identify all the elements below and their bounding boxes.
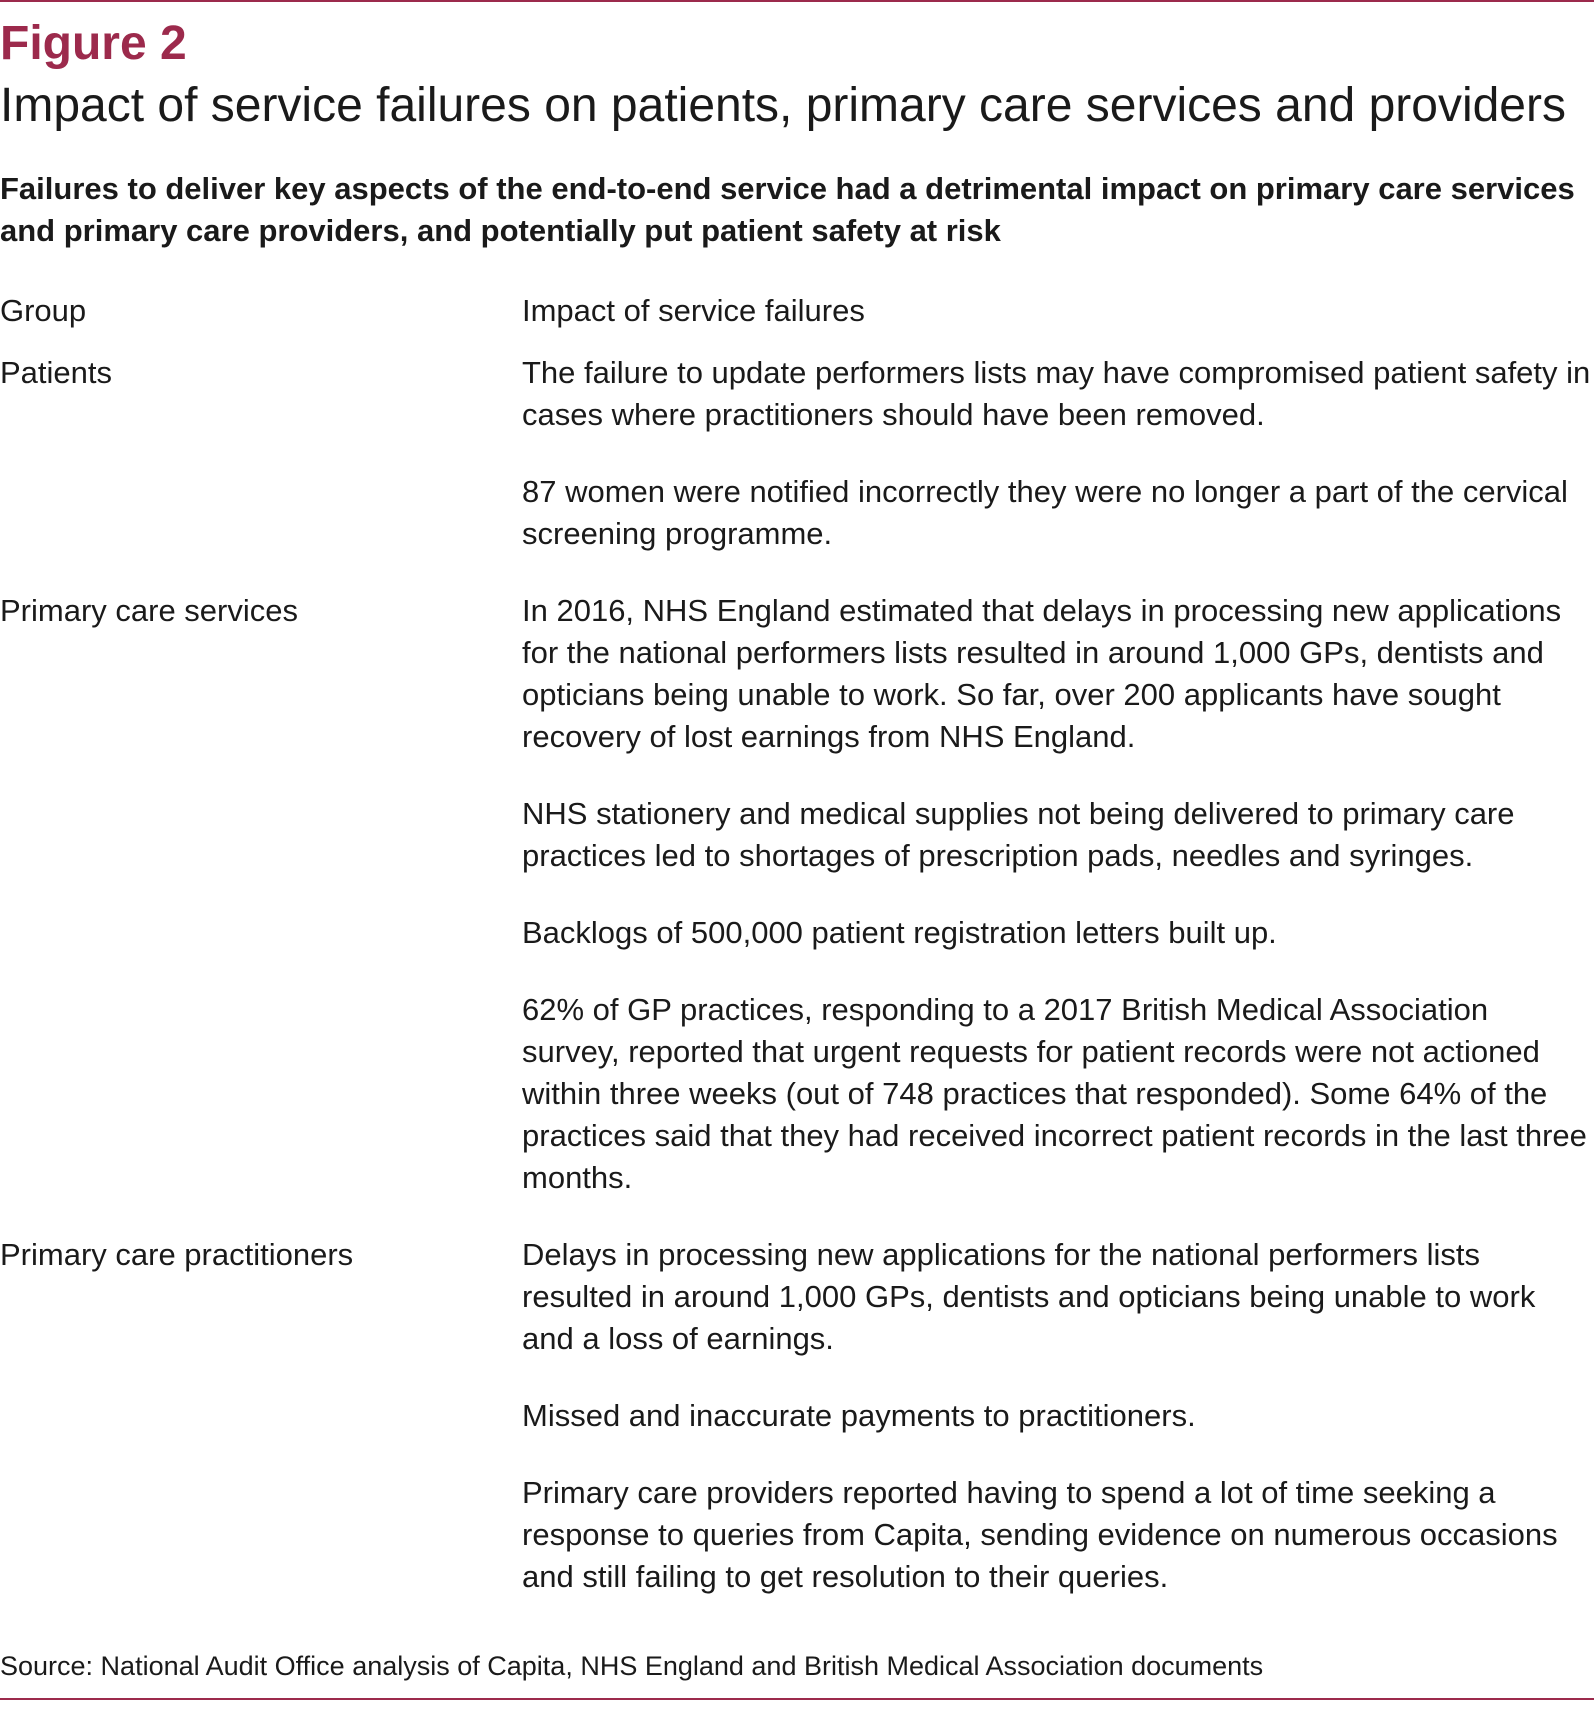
impact-paragraph: 87 women were notified incorrectly they were no longer a part of the cervical screening programme. [522, 474, 1568, 551]
impact-paragraph: Primary care providers reported having to spend a lot of time seeking a response to queries from Capita, sending evidence on numerous occasions and still failing to get resolution to their queries. [522, 1475, 1558, 1594]
impact-paragraph: NHS stationery and medical supplies not being delivered to primary care practices led to shortages of prescription pads, needles and syringes. [522, 796, 1515, 873]
bottom-rule [0, 1698, 1594, 1700]
impact-paragraph: In 2016, NHS England estimated that delays in processing new applications for the national performers lists resulted in around 1,000 GPs, dentists and opticians being unable to work. So far, over 200 applicants have sought recovery of lost earnings from NHS England. [522, 593, 1562, 754]
impact-paragraph: The failure to update performers lists may have compromised patient safety in cases where practitioners should have been removed. [522, 355, 1591, 432]
table-row [0, 352, 1594, 555]
impact-paragraph: Backlogs of 500,000 patient registration letters built up. [522, 915, 1277, 950]
group-cell: Primary care services [0, 593, 298, 628]
group-cell: Patients [0, 355, 113, 390]
impact-paragraph: Delays in processing new applications for the national performers lists resulted in around 1,000 GPs, dentists and opticians being unable to work and a loss of earnings. [522, 1237, 1536, 1356]
top-rule [0, 0, 1594, 2]
group-cell: Primary care practitioners [0, 1237, 354, 1272]
impact-cell [522, 1234, 1594, 1598]
figure-summary: Failures to deliver key aspects of the end-to-end service had a detrimental impact on primary care services and primary care providers, and potentially put patient safety at risk [0, 171, 1575, 248]
source-note: Source: National Audit Office analysis of Capita, NHS England and British Medical Association documents [0, 1651, 1264, 1681]
table-row [0, 590, 1594, 1199]
figure-label: Figure 2 [0, 17, 187, 70]
table-row [0, 1234, 1594, 1598]
impact-paragraph: Missed and inaccurate payments to practitioners. [522, 1398, 1196, 1433]
impact-cell [522, 590, 1594, 1199]
column-header-impact: Impact of service failures [522, 293, 865, 328]
figure-title: Impact of service failures on patients, primary care services and providers [0, 79, 1566, 132]
table-header-row [0, 290, 1594, 352]
impact-paragraph: 62% of GP practices, responding to a 2017 British Medical Association survey, reported that urgent requests for patient records were not actioned within three weeks (out of 748 practices that responded). Some 64% of the practices said that they had received incorrect patient records in the last three months. [522, 992, 1587, 1195]
impact-cell [522, 352, 1594, 555]
column-header-group: Group [0, 293, 87, 328]
impact-table [0, 290, 1594, 1633]
